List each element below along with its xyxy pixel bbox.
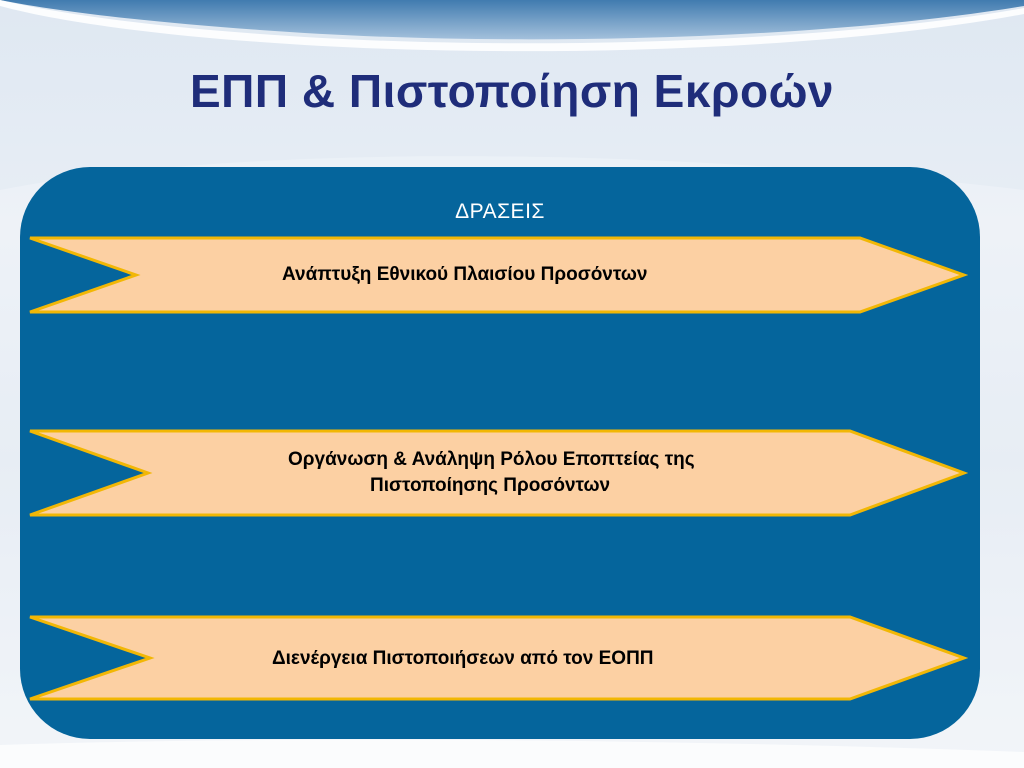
action-arrow-3 [28, 615, 968, 701]
action-arrow-1 [28, 236, 968, 314]
action-label-1: Ανάπτυξη Εθνικού Πλαισίου Προσόντων [282, 264, 648, 285]
action-arrow-2 [28, 429, 968, 517]
slide-title: ΕΠΠ & Πιστοποίηση Εκροών [189, 65, 835, 117]
panel-header: ΔΡΑΣΕΙΣ [455, 200, 545, 223]
action-label-2-line1: Οργάνωση & Ανάληψη Ρόλου Εποπτείας της [288, 449, 695, 470]
action-label-2 [288, 447, 808, 499]
action-label-2-line2: Πιστοποίησης Προσόντων [370, 475, 611, 496]
action-label-3: Διενέργεια Πιστοποιήσεων από τον ΕΟΠΠ [272, 648, 654, 669]
